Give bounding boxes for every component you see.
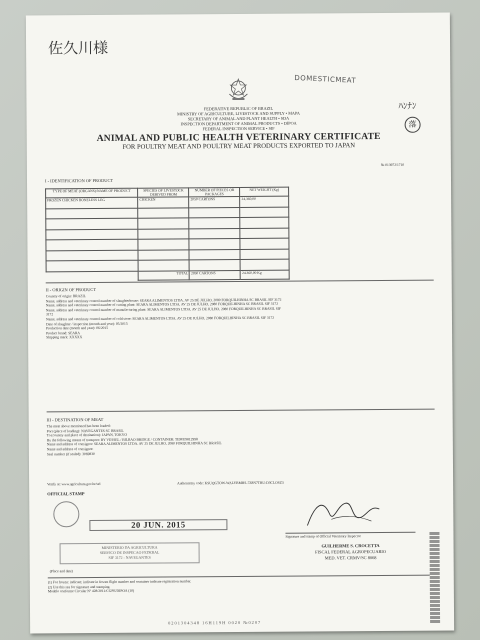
- empty-cell: [138, 249, 189, 260]
- empty-cell: [138, 207, 189, 218]
- origin-line: Product brand: SEARA: [46, 330, 81, 336]
- cell-product: FROZEN CHICKEN BONELESS LEG: [46, 197, 138, 208]
- origin-line: Date of slaughter / inspection (month and year): 05/2015: [45, 321, 128, 326]
- destination-line: The meat above mentioned has been loaded:: [46, 423, 111, 429]
- agency-stamp: [60, 542, 200, 564]
- empty-cell: [138, 260, 189, 271]
- empty-cell: [240, 259, 289, 270]
- origin-line: Production date (month and year): 06/2015: [46, 326, 109, 331]
- header-line: MINISTRY OF AGRICULTURE, LIVESTOCK AND SUPPLY • MAPA: [177, 110, 300, 117]
- column-header: SPECIES OF LIVESTOCK DERIVED FROM: [138, 188, 189, 197]
- divider: [48, 575, 436, 579]
- signer-registration: MED. VET. CRMV/SC 8068: [324, 555, 377, 561]
- destination-line: Name and address of consignor: SEARA ALIMENTOS LTDA. AV 25 DE JULHO, 2080 FORQUILHINHA SC BRASIL: [46, 441, 222, 447]
- section-1-heading: I - IDENTIFICATION OF PRODUCT: [44, 177, 114, 184]
- signature-label: Signature and stamp of Official Veterinary Inspector: [285, 534, 361, 539]
- header-line: FEDERATIVE REPUBLIC OF BRAZIL: [203, 105, 274, 112]
- footnote-line: (2) Use this sea for signature and stamping.: [47, 584, 111, 589]
- coat-of-arms-icon: [225, 76, 251, 104]
- empty-cell: [138, 239, 189, 250]
- total-pieces: 2050 CARTONS: [189, 270, 240, 279]
- handwritten-note: ﾊﾝﾅﾝ: [398, 101, 417, 112]
- origin-line: Name, address and veterinary control number of cutting plant: SEARA ALIMENTOS LTDA. AV 25 DE JULHO, 2080 FORQUILHINHA SC BRASIL SIF 3172: [45, 301, 279, 308]
- total-weight: 24.360,00 Kg: [241, 270, 290, 279]
- empty-cell: [240, 238, 289, 249]
- column-header: TYPE OF MEAT (ORGANS)/NAME OF PRODUCT: [46, 188, 138, 198]
- empty-cell: [138, 228, 189, 239]
- certificate-header: [26, 105, 450, 153]
- authenticity-code: Authenticity code: KSUQGTOW-WALYBMHS-7Z8N7TRU-D3CLOSZ3: [177, 480, 284, 486]
- empty-cell: [46, 239, 138, 250]
- header-line: FEDERAL INSPECTION SERVICE • SIF: [202, 125, 275, 132]
- signer-name: GUILHERME S. CROCETTA: [321, 543, 380, 549]
- footnotes: [48, 579, 192, 594]
- top-stamp-text: DOMESTICMEAT: [294, 73, 357, 85]
- date-stamp: [89, 519, 227, 531]
- origin-line: Name, address and veterinary control number of cold store: SEARA ALIMENTOS LTDA. AV 25 DE JULHO, 2080 FORQUILHINHA SC BRASIL SIF 3172: [45, 315, 275, 322]
- empty-cell: [46, 208, 138, 219]
- empty-cell: [138, 218, 189, 229]
- total-label: TOTAL: [138, 270, 189, 279]
- bottom-print-number: 0201304348 16H119H 0020 №0207: [168, 619, 262, 626]
- certificate-subtitle: FOR POULTRY MEAT AND POULTRY MEAT PRODUCTS EXPORTED TO JAPAN: [122, 142, 356, 151]
- empty-cell: [189, 259, 240, 270]
- empty-cell: [240, 228, 289, 239]
- section-3-heading: III - DESTINATION OF MEAT: [46, 416, 104, 423]
- stamp-line: SERVICO DE INSPECAO FEDERAL: [99, 550, 160, 555]
- header-line: INSPECTION DEPARTMENT OF ANIMAL PRODUCTS • DIPOA: [180, 120, 297, 127]
- destination-line: Port (place of loading): NAVEGANTES SC BRASIL: [46, 428, 124, 433]
- empty-cell: [46, 271, 138, 281]
- product-table: [45, 187, 290, 281]
- handwritten-seal: 落: [405, 117, 421, 133]
- side-barcode: [429, 531, 440, 623]
- signer-title: FISCAL FEDERAL AGROPECUARIO: [315, 548, 387, 555]
- handwritten-name: 佐久川様: [48, 38, 109, 58]
- certificate-title: ANIMAL AND PUBLIC HEALTH VETERINARY CERTIFICATE: [96, 132, 381, 144]
- certificate-number: № 013972/1710: [380, 162, 405, 168]
- destination-line: By the following means of transport: BY VESSEL / BILBAO BRIDGE / CONTAINER: TEMU9812998: [46, 437, 198, 443]
- origin-line: Name, address and veterinary control number of slaughterhouse: SEARA ALIMENTOS LTDA. AV 25 DE JULHO, 2080 FORQUILHINHA SC BRASIL SIF 3172: [45, 297, 282, 303]
- empty-cell: [240, 207, 289, 218]
- place-date-label: (Place and date): [49, 569, 73, 574]
- empty-cell: [189, 249, 240, 260]
- empty-cell: [189, 238, 240, 249]
- destination-line: Seal number (if sealed): 3069830: [46, 451, 95, 456]
- footnote-line: Modelo conforme Circular Nº 428/2011/CGPE/DIPOA (10): [47, 588, 135, 594]
- empty-cell: [46, 218, 138, 229]
- section-2-heading: II - ORIGIN OF PRODUCT: [45, 287, 97, 293]
- column-header: NET WEIGHT (Kg): [240, 187, 289, 196]
- stamp-date: 20 JUN. 2015: [131, 519, 186, 530]
- empty-cell: [46, 229, 138, 240]
- empty-cell: [189, 217, 240, 228]
- empty-cell: [46, 250, 138, 261]
- origin-details: [46, 293, 282, 341]
- header-line: SECRETARY OF ANIMAL AND PLANT HEALTH • SDA: [187, 115, 290, 122]
- verify-url: Verify at: www.agricultura.gov.br/sel: [47, 481, 101, 487]
- empty-cell: [240, 249, 289, 260]
- origin-line: 3172: [45, 312, 54, 317]
- divider: [47, 409, 435, 413]
- footnote-line: (1) For frozen: indicate; indicate in frozen flight number and container indicate registration number.: [47, 579, 192, 585]
- stamp-line: SIF 3172 - NAVEGANTES: [108, 555, 151, 560]
- empty-cell: [46, 260, 138, 271]
- empty-cell: [189, 207, 240, 218]
- empty-cell: [189, 228, 240, 239]
- official-stamp-label: OFFICIAL STAMP: [47, 491, 85, 497]
- cell-species: CHICKEN: [138, 197, 189, 208]
- signature-icon: [301, 495, 387, 532]
- cell-pieces: 2050 CARTONS: [189, 196, 240, 207]
- stamp-line: MINISTERIO DA AGRICULTURA: [101, 545, 158, 550]
- origin-line: Shipping mark: XXXXX: [46, 335, 83, 340]
- origin-line: Country of origin: BRAZIL: [45, 294, 86, 299]
- certificate-sheet: [26, 13, 454, 634]
- destination-line: Name and address of consignee:: [46, 446, 94, 452]
- empty-cell: [240, 217, 289, 228]
- round-stamp-icon: [53, 501, 79, 527]
- origin-line: Name, address and veterinary control number of manufacturing plant: SEARA ALIMENTOS LTDA. AV 25 DE JULHO, 2080 FORQUILHINHA SC BRASIL SIF: [45, 306, 281, 313]
- column-header: NUMBER OF PIECES OR PACKAGES: [189, 187, 240, 196]
- destination-line: To (country and place of destination): JAPAN, TOKYO: [46, 432, 127, 438]
- destination-details: [47, 423, 222, 456]
- cell-weight: 24,360,00: [240, 196, 289, 207]
